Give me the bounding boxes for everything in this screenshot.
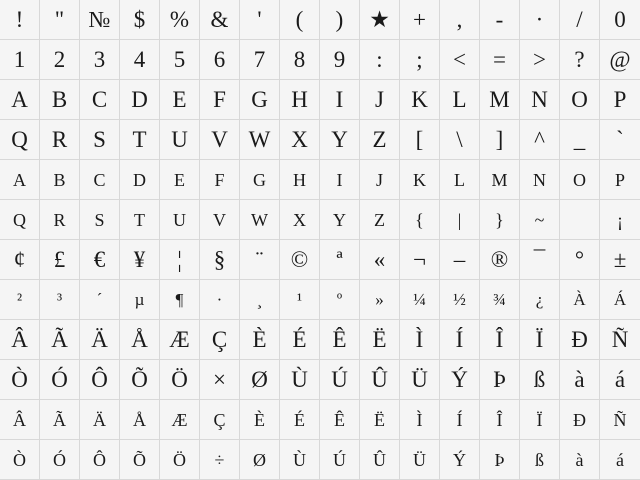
glyph-cell[interactable]: º (320, 280, 360, 320)
glyph-cell[interactable]: M (480, 80, 520, 120)
glyph-cell[interactable]: á (600, 440, 640, 480)
glyph-cell[interactable]: á (600, 360, 640, 400)
glyph-cell[interactable]: U (160, 200, 200, 240)
glyph-cell[interactable]: Q (0, 120, 40, 160)
glyph-cell[interactable]: - (480, 0, 520, 40)
glyph-cell[interactable]: | (440, 200, 480, 240)
glyph-cell[interactable]: Ë (360, 320, 400, 360)
glyph-cell[interactable]: ¡ (600, 200, 640, 240)
glyph-cell[interactable]: T (120, 200, 160, 240)
glyph-cell[interactable]: © (280, 240, 320, 280)
glyph-cell[interactable]: À (560, 280, 600, 320)
glyph-cell[interactable]: ¾ (480, 280, 520, 320)
glyph-cell[interactable]: D (120, 80, 160, 120)
glyph-cell[interactable]: ® (480, 240, 520, 280)
glyph-cell[interactable]: _ (560, 120, 600, 160)
glyph-cell[interactable]: № (80, 0, 120, 40)
glyph-cell[interactable]: ¦ (160, 240, 200, 280)
glyph-cell[interactable]: G (240, 80, 280, 120)
glyph-cell[interactable]: 2 (40, 40, 80, 80)
glyph-cell[interactable]: « (360, 240, 400, 280)
glyph-cell[interactable]: K (400, 80, 440, 120)
glyph-cell[interactable]: / (560, 0, 600, 40)
glyph-cell[interactable]: Ï (520, 320, 560, 360)
glyph-cell[interactable]: Ú (320, 360, 360, 400)
glyph-cell[interactable]: Þ (480, 360, 520, 400)
glyph-cell[interactable]: Å (120, 400, 160, 440)
glyph-cell[interactable]: { (400, 200, 440, 240)
glyph-cell[interactable]: Ë (360, 400, 400, 440)
glyph-cell[interactable]: D (120, 160, 160, 200)
glyph-cell[interactable]: ¿ (520, 280, 560, 320)
glyph-cell[interactable]: Ô (80, 360, 120, 400)
glyph-cell[interactable]: ª (320, 240, 360, 280)
glyph-cell[interactable]: Æ (160, 400, 200, 440)
glyph-cell[interactable]: Ñ (600, 400, 640, 440)
glyph-cell[interactable]: ¼ (400, 280, 440, 320)
glyph-cell[interactable]: £ (40, 240, 80, 280)
glyph-cell[interactable]: ¹ (280, 280, 320, 320)
glyph-cell[interactable]: B (40, 160, 80, 200)
glyph-cell[interactable]: µ (120, 280, 160, 320)
glyph-cell[interactable]: 7 (240, 40, 280, 80)
glyph-cell[interactable]: ³ (40, 280, 80, 320)
glyph-cell[interactable]: Ã (40, 320, 80, 360)
glyph-cell[interactable]: ÷ (200, 440, 240, 480)
glyph-cell[interactable]: § (200, 240, 240, 280)
glyph-cell[interactable]: Î (480, 320, 520, 360)
glyph-cell[interactable]: R (40, 200, 80, 240)
glyph-cell[interactable]: U (160, 120, 200, 160)
glyph-cell[interactable]: C (80, 80, 120, 120)
glyph-cell[interactable]: Æ (160, 320, 200, 360)
glyph-cell[interactable]: " (40, 0, 80, 40)
glyph-cell[interactable]: A (0, 160, 40, 200)
glyph-cell[interactable]: 8 (280, 40, 320, 80)
glyph-cell[interactable]: Ä (80, 400, 120, 440)
glyph-cell[interactable]: Ç (200, 320, 240, 360)
glyph-cell[interactable]: ¶ (160, 280, 200, 320)
glyph-cell[interactable]: Ø (240, 440, 280, 480)
glyph-cell[interactable]: Ô (80, 440, 120, 480)
glyph-cell[interactable]: Ù (280, 360, 320, 400)
glyph-cell[interactable]: L (440, 160, 480, 200)
glyph-cell[interactable]: ² (0, 280, 40, 320)
glyph-cell[interactable]: ( (280, 0, 320, 40)
glyph-cell[interactable]: ` (600, 120, 640, 160)
glyph-cell[interactable]: \ (440, 120, 480, 160)
glyph-cell[interactable]: 4 (120, 40, 160, 80)
glyph-cell[interactable]: · (520, 0, 560, 40)
glyph-cell[interactable]: , (440, 0, 480, 40)
glyph-cell[interactable]: > (520, 40, 560, 80)
glyph-cell[interactable]: Ö (160, 360, 200, 400)
glyph-cell[interactable]: Í (440, 320, 480, 360)
glyph-cell[interactable]: ¨ (240, 240, 280, 280)
glyph-cell[interactable]: W (240, 120, 280, 160)
glyph-cell[interactable]: Û (360, 440, 400, 480)
glyph-cell[interactable]: X (280, 200, 320, 240)
glyph-cell[interactable]: Â (0, 400, 40, 440)
glyph-cell[interactable] (560, 200, 600, 240)
glyph-cell[interactable]: 9 (320, 40, 360, 80)
glyph-cell[interactable]: Ì (400, 320, 440, 360)
glyph-cell[interactable]: 0 (600, 0, 640, 40)
glyph-cell[interactable]: 3 (80, 40, 120, 80)
glyph-cell[interactable]: ~ (520, 200, 560, 240)
glyph-cell[interactable]: N (520, 160, 560, 200)
glyph-cell[interactable]: : (360, 40, 400, 80)
glyph-cell[interactable]: » (360, 280, 400, 320)
glyph-cell[interactable]: Ä (80, 320, 120, 360)
glyph-cell[interactable]: – (440, 240, 480, 280)
glyph-cell[interactable]: ' (240, 0, 280, 40)
glyph-cell[interactable]: Á (600, 280, 640, 320)
glyph-cell[interactable]: Q (0, 200, 40, 240)
glyph-cell[interactable]: [ (400, 120, 440, 160)
glyph-cell[interactable]: } (480, 200, 520, 240)
glyph-cell[interactable]: Ê (320, 400, 360, 440)
glyph-cell[interactable]: Ø (240, 360, 280, 400)
glyph-cell[interactable]: ¢ (0, 240, 40, 280)
glyph-cell[interactable]: 1 (0, 40, 40, 80)
glyph-cell[interactable]: H (280, 160, 320, 200)
glyph-cell[interactable]: P (600, 80, 640, 120)
glyph-cell[interactable]: H (280, 80, 320, 120)
glyph-cell[interactable]: + (400, 0, 440, 40)
glyph-cell[interactable]: $ (120, 0, 160, 40)
glyph-cell[interactable]: ± (600, 240, 640, 280)
glyph-cell[interactable]: ß (520, 440, 560, 480)
glyph-cell[interactable]: Z (360, 120, 400, 160)
glyph-cell[interactable]: J (360, 80, 400, 120)
glyph-cell[interactable]: L (440, 80, 480, 120)
glyph-cell[interactable]: ) (320, 0, 360, 40)
glyph-cell[interactable]: à (560, 360, 600, 400)
glyph-cell[interactable]: Â (0, 320, 40, 360)
glyph-cell[interactable]: Ú (320, 440, 360, 480)
glyph-cell[interactable]: O (560, 160, 600, 200)
glyph-cell[interactable]: Ü (400, 440, 440, 480)
glyph-cell[interactable]: Í (440, 400, 480, 440)
glyph-cell[interactable]: 5 (160, 40, 200, 80)
glyph-cell[interactable]: Ö (160, 440, 200, 480)
glyph-cell[interactable]: F (200, 160, 240, 200)
glyph-cell[interactable]: X (280, 120, 320, 160)
glyph-cell[interactable]: Ý (440, 440, 480, 480)
glyph-cell[interactable]: à (560, 440, 600, 480)
glyph-cell[interactable]: ? (560, 40, 600, 80)
glyph-cell[interactable]: ★ (360, 0, 400, 40)
glyph-cell[interactable]: Å (120, 320, 160, 360)
glyph-cell[interactable]: × (200, 360, 240, 400)
glyph-cell[interactable]: Ü (400, 360, 440, 400)
glyph-cell[interactable]: ^ (520, 120, 560, 160)
glyph-cell[interactable]: Û (360, 360, 400, 400)
glyph-cell[interactable]: Y (320, 200, 360, 240)
glyph-cell[interactable]: V (200, 200, 240, 240)
glyph-cell[interactable]: V (200, 120, 240, 160)
glyph-cell[interactable]: W (240, 200, 280, 240)
glyph-cell[interactable]: E (160, 160, 200, 200)
glyph-cell[interactable]: ´ (80, 280, 120, 320)
glyph-cell[interactable]: ¬ (400, 240, 440, 280)
glyph-cell[interactable]: 6 (200, 40, 240, 80)
glyph-cell[interactable]: ] (480, 120, 520, 160)
glyph-cell[interactable]: Z (360, 200, 400, 240)
glyph-cell[interactable]: I (320, 160, 360, 200)
glyph-cell[interactable]: Ð (560, 400, 600, 440)
glyph-cell[interactable]: Ò (0, 440, 40, 480)
glyph-cell[interactable]: ° (560, 240, 600, 280)
glyph-cell[interactable]: · (200, 280, 240, 320)
glyph-cell[interactable]: S (80, 200, 120, 240)
glyph-cell[interactable]: C (80, 160, 120, 200)
glyph-cell[interactable]: & (200, 0, 240, 40)
glyph-cell[interactable]: S (80, 120, 120, 160)
glyph-cell[interactable]: @ (600, 40, 640, 80)
glyph-cell[interactable]: È (240, 400, 280, 440)
glyph-cell[interactable]: É (280, 320, 320, 360)
glyph-cell[interactable]: J (360, 160, 400, 200)
glyph-cell[interactable]: E (160, 80, 200, 120)
glyph-cell[interactable]: Õ (120, 360, 160, 400)
glyph-cell[interactable]: É (280, 400, 320, 440)
glyph-cell[interactable]: Ù (280, 440, 320, 480)
glyph-cell[interactable]: A (0, 80, 40, 120)
glyph-cell[interactable]: Þ (480, 440, 520, 480)
glyph-cell[interactable]: % (160, 0, 200, 40)
glyph-cell[interactable]: O (560, 80, 600, 120)
glyph-cell[interactable]: Ó (40, 360, 80, 400)
glyph-cell[interactable]: ¯ (520, 240, 560, 280)
glyph-cell[interactable]: € (80, 240, 120, 280)
glyph-cell[interactable]: Ê (320, 320, 360, 360)
glyph-cell[interactable]: Ò (0, 360, 40, 400)
glyph-cell[interactable]: < (440, 40, 480, 80)
glyph-cell[interactable]: Ó (40, 440, 80, 480)
glyph-cell[interactable]: Ý (440, 360, 480, 400)
glyph-cell[interactable]: K (400, 160, 440, 200)
glyph-cell[interactable]: Ì (400, 400, 440, 440)
glyph-cell[interactable]: Õ (120, 440, 160, 480)
glyph-cell[interactable]: È (240, 320, 280, 360)
glyph-cell[interactable]: = (480, 40, 520, 80)
glyph-cell[interactable]: T (120, 120, 160, 160)
glyph-cell[interactable]: M (480, 160, 520, 200)
glyph-cell[interactable]: Ð (560, 320, 600, 360)
glyph-cell[interactable]: N (520, 80, 560, 120)
glyph-cell[interactable]: ¸ (240, 280, 280, 320)
glyph-cell[interactable]: ; (400, 40, 440, 80)
glyph-cell[interactable]: Ç (200, 400, 240, 440)
glyph-cell[interactable]: R (40, 120, 80, 160)
glyph-cell[interactable]: P (600, 160, 640, 200)
glyph-cell[interactable]: Î (480, 400, 520, 440)
glyph-cell[interactable]: Ã (40, 400, 80, 440)
glyph-cell[interactable]: I (320, 80, 360, 120)
glyph-cell[interactable]: Ñ (600, 320, 640, 360)
glyph-cell[interactable]: B (40, 80, 80, 120)
glyph-cell[interactable]: Y (320, 120, 360, 160)
glyph-cell[interactable]: ½ (440, 280, 480, 320)
glyph-cell[interactable]: ß (520, 360, 560, 400)
glyph-cell[interactable]: ! (0, 0, 40, 40)
glyph-cell[interactable]: ¥ (120, 240, 160, 280)
glyph-cell[interactable]: G (240, 160, 280, 200)
glyph-cell[interactable]: F (200, 80, 240, 120)
glyph-cell[interactable]: Ï (520, 400, 560, 440)
